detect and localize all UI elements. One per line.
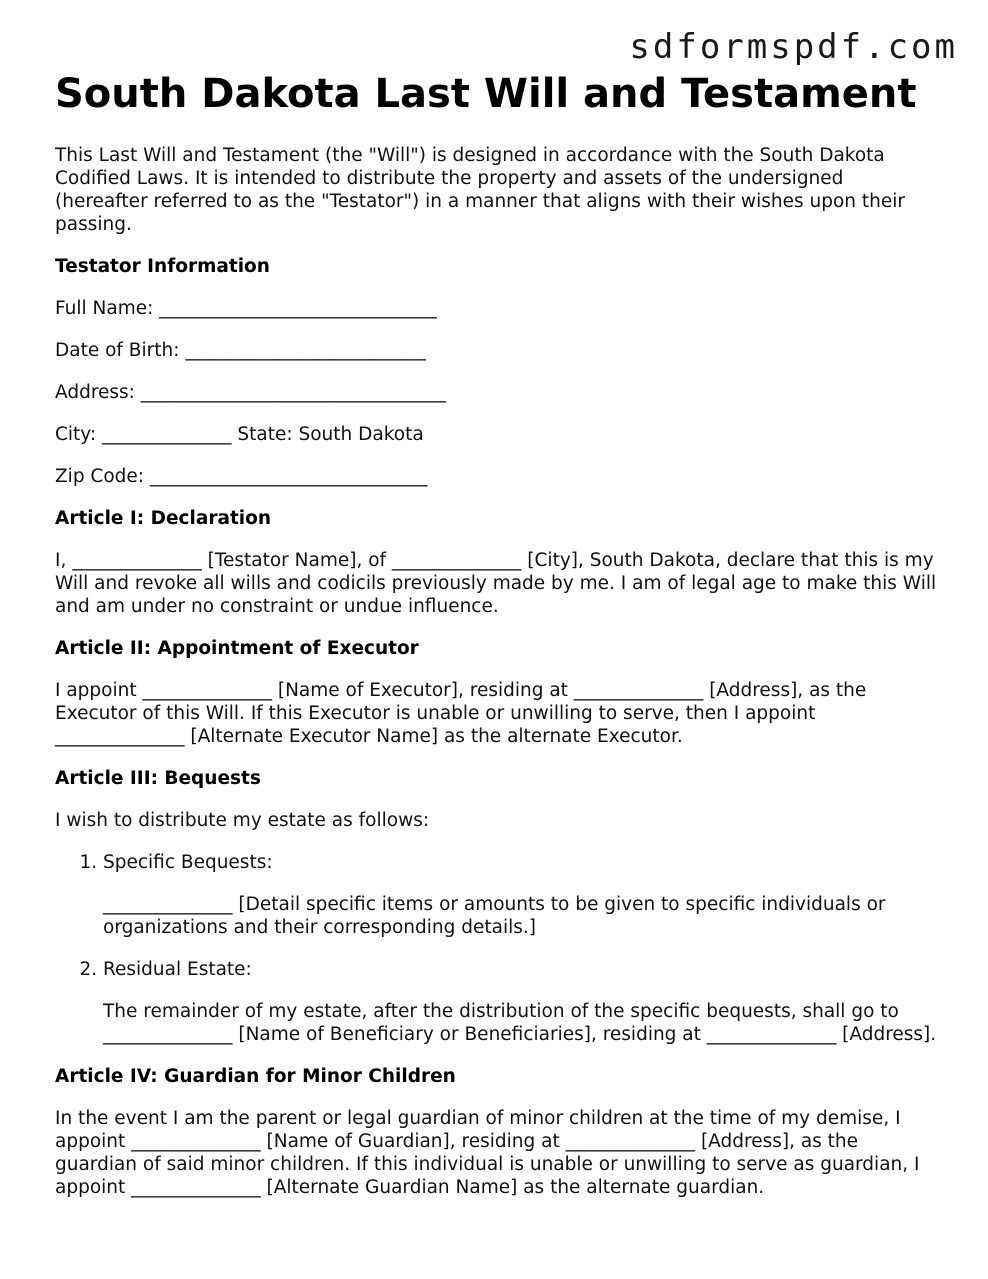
- intro-paragraph: This Last Will and Testament (the "Will") is designed in accordance with the South Dakota Codified Laws. It is intended to distribute the property and assets of the undersigned (hereafter referred to as the "Testator") in a manner that aligns with their wishes upon their passing.: [55, 145, 905, 235]
- date-of-birth-field: Date of Birth: __________________________: [55, 340, 426, 361]
- document-body: [55, 70, 940, 1218]
- full-name-field: Full Name: ______________________________: [55, 298, 437, 319]
- article-1-text: I, ______________ [Testator Name], of ______________ [City], South Dakota, declare that this is my Will and revoke all wills and codicils previously made by me. I am of legal age to make this Will and am under no constraint or undue influence.: [55, 550, 937, 617]
- list-item: [103, 851, 940, 939]
- article-4-text: In the event I am the parent or legal guardian of minor children at the time of my demise, I appoint ______________ [Name of Guardian], residing at ______________ [Address], as the guardian of said minor children. If this individual is unable or unwilling to serve as guardian, I appoint ______________ [Alternate Guardian Name] as the alternate guardian.: [55, 1108, 920, 1198]
- bequest-text: ______________ [Detail specific items or amounts to be given to specific individuals or organizations and their corresponding details.]: [103, 894, 886, 938]
- article-3-intro: I wish to distribute my estate as follows:: [55, 810, 430, 831]
- bequest-label: 2. Residual Estate:: [103, 959, 252, 980]
- article-4-heading: Article IV: Guardian for Minor Children: [55, 1066, 456, 1087]
- article-1-heading: Article I: Declaration: [55, 508, 272, 529]
- page-title: South Dakota Last Will and Testament: [55, 71, 917, 117]
- article-2-text: I appoint ______________ [Name of Executor], residing at ______________ [Address], as the Executor of this Will. If this Executor is unable or unwilling to serve, then I appoint ______________ [Alternate Executor Name] as the alternate Executor.: [55, 680, 867, 747]
- city-state-field: City: ______________ State: South Dakota: [55, 424, 424, 445]
- bequest-text: The remainder of my estate, after the distribution of the specific bequests, shall go to ______________ [Name of Beneficiary or Beneficiaries], residing at ______________ [Address].: [103, 1001, 937, 1045]
- zip-code-field: Zip Code: ______________________________: [55, 466, 428, 487]
- bequests-list: [55, 851, 940, 1046]
- testator-heading: Testator Information: [55, 256, 270, 277]
- article-3-heading: Article III: Bequests: [55, 768, 261, 789]
- bequest-label: 1. Specific Bequests:: [103, 852, 273, 873]
- article-2-heading: Article II: Appointment of Executor: [55, 638, 419, 659]
- address-field: Address: _________________________________: [55, 382, 447, 403]
- list-item: [103, 958, 940, 1046]
- watermark: sdformspdf.com: [629, 27, 958, 67]
